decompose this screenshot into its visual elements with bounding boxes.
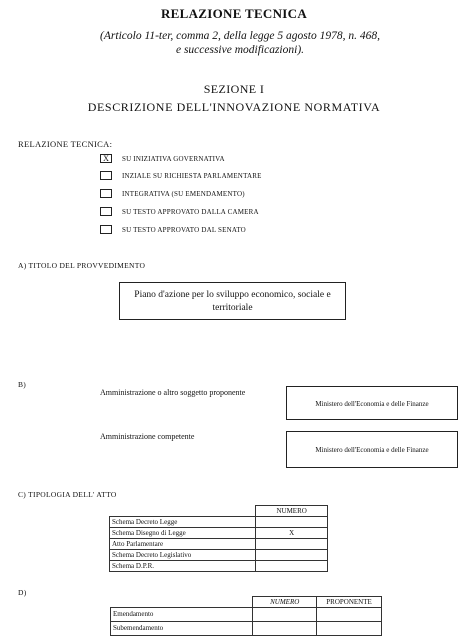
proponente-cell[interactable] (317, 622, 382, 636)
checkbox[interactable] (100, 171, 112, 180)
section-d-label: D) (18, 588, 27, 597)
subtitle-line-2: e successive modificazioni). (175, 44, 305, 56)
competente-field[interactable]: Ministero dell'Economia e delle Finanze (286, 431, 458, 468)
section-b-label: B) (18, 380, 27, 389)
numero-cell[interactable]: X (256, 528, 328, 539)
section-subtitle: DESCRIZIONE DELL'INNOVAZIONE NORMATIVA (87, 100, 381, 114)
section-c-label: C) TIPOLOGIA DELL' ATTO (18, 490, 117, 499)
table-header-row (110, 506, 328, 517)
row-label: Schema D.P.R. (110, 561, 256, 572)
competente-label: Amministrazione competente (100, 432, 195, 441)
table-row (110, 561, 328, 572)
numero-cell[interactable] (256, 517, 328, 528)
table-row (110, 528, 328, 539)
emendamento-table (110, 596, 382, 636)
option-iniziativa-governativa[interactable] (100, 154, 400, 166)
title-field[interactable]: Piano d'azione per lo sviluppo economico, sociale e territoriale (119, 282, 346, 320)
checkbox[interactable] (100, 189, 112, 198)
section-title: SEZIONE I (203, 82, 265, 96)
proponente-label: Amministrazione o altro soggetto proponente (100, 388, 246, 397)
table-header-row (111, 597, 382, 608)
option-testo-camera[interactable] (100, 207, 400, 219)
column-header-numero: NUMERO (256, 506, 328, 517)
table-row (110, 517, 328, 528)
section-a-label: A) TITOLO DEL PROVVEDIMENTO (18, 261, 146, 270)
checkbox[interactable] (100, 225, 112, 234)
numero-cell[interactable] (253, 622, 317, 636)
proponente-field[interactable]: Ministero dell'Economia e delle Finanze (286, 386, 458, 420)
row-label: Subemendamento (111, 622, 253, 636)
row-label: Schema Disegno di Legge (110, 528, 256, 539)
row-label: Emendamento (111, 608, 253, 622)
checkbox[interactable] (100, 207, 112, 216)
relazione-label: RELAZIONE TECNICA: (18, 139, 113, 149)
row-label: Atto Parlamentare (110, 539, 256, 550)
row-label: Schema Decreto Legislativo (110, 550, 256, 561)
page-subtitle (60, 29, 420, 57)
table-row (111, 608, 382, 622)
option-label: INTEGRATIVA (SU EMENDAMENTO) (122, 190, 245, 198)
option-label: SU TESTO APPROVATO DALLA CAMERA (122, 208, 259, 216)
option-label: SU TESTO APPROVATO DAL SENATO (122, 226, 246, 234)
numero-cell[interactable] (253, 608, 317, 622)
table-row (110, 550, 328, 561)
checkbox[interactable]: X (100, 154, 112, 163)
option-integrativa[interactable] (100, 189, 400, 201)
numero-cell[interactable] (256, 561, 328, 572)
table-row (111, 622, 382, 636)
table-row (110, 539, 328, 550)
numero-cell[interactable] (256, 550, 328, 561)
page-title: RELAZIONE TECNICA (160, 6, 308, 21)
option-richiesta-parlamentare[interactable] (100, 171, 400, 183)
column-header-numero: NUMERO (253, 597, 317, 608)
option-label: INZIALE SU RICHIESTA PARLAMENTARE (122, 172, 262, 180)
tipologia-table (109, 505, 328, 572)
proponente-cell[interactable] (317, 608, 382, 622)
row-label: Schema Decreto Legge (110, 517, 256, 528)
option-label: SU INIZIATIVA GOVERNATIVA (122, 155, 225, 163)
option-testo-senato[interactable] (100, 225, 400, 237)
numero-cell[interactable] (256, 539, 328, 550)
column-header-proponente: PROPONENTE (317, 597, 382, 608)
subtitle-line-1: (Articolo 11-ter, comma 2, della legge 5 agosto 1978, n. 468, (100, 30, 380, 42)
